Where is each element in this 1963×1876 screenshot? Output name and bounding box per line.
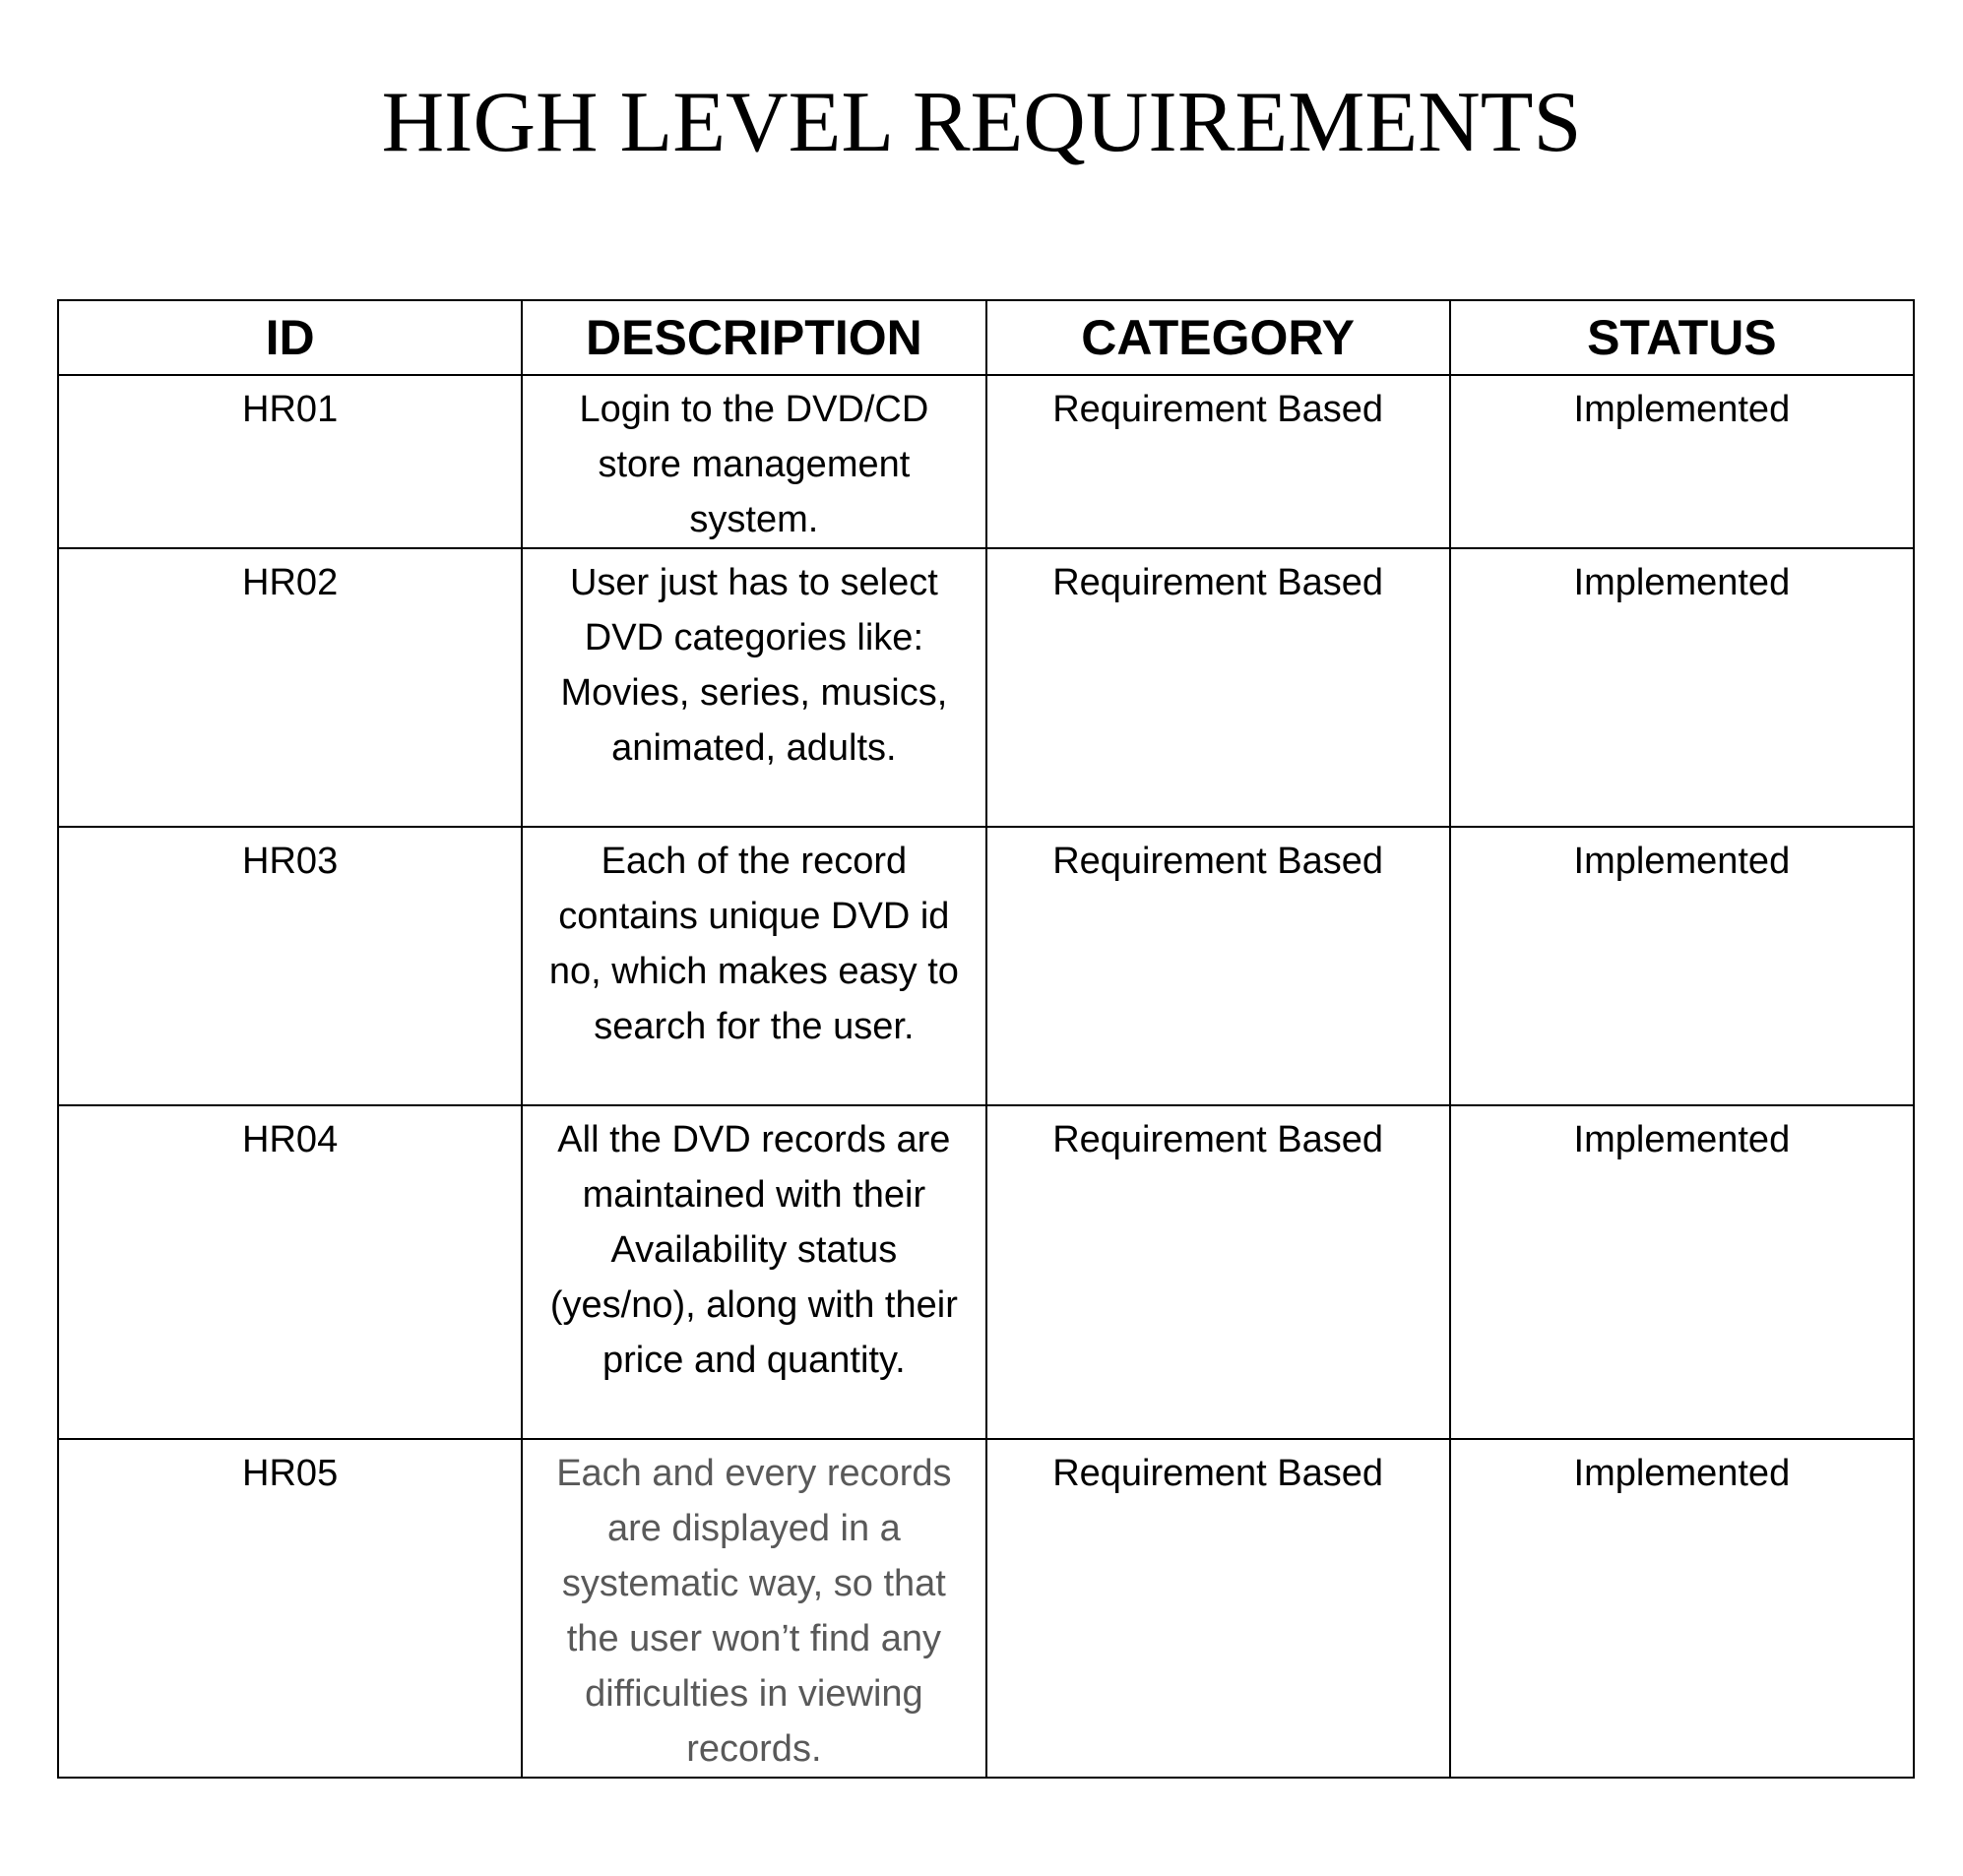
cell-status: Implemented	[1450, 827, 1914, 1105]
table-row	[58, 827, 1914, 1105]
cell-id: HR01	[58, 375, 522, 548]
cell-status: Implemented	[1450, 1439, 1914, 1778]
requirements-table	[57, 299, 1915, 1779]
cell-category: Requirement Based	[986, 375, 1450, 548]
page-title: HIGH LEVEL REQUIREMENTS	[381, 75, 1582, 170]
table-row	[58, 1439, 1914, 1778]
cell-description: User just has to select DVD categories like: Movies, series, musics, animated, adults.	[522, 548, 985, 827]
table-row	[58, 375, 1914, 548]
table-row	[58, 1105, 1914, 1439]
cell-description: Login to the DVD/CD store management system.	[522, 375, 985, 548]
cell-category: Requirement Based	[986, 1105, 1450, 1439]
cell-category: Requirement Based	[986, 827, 1450, 1105]
cell-id: HR03	[58, 827, 522, 1105]
cell-id: HR05	[58, 1439, 522, 1778]
header-id: ID	[58, 300, 522, 375]
header-description: DESCRIPTION	[522, 300, 985, 375]
cell-id: HR02	[58, 548, 522, 827]
cell-status: Implemented	[1450, 375, 1914, 548]
cell-description: All the DVD records are maintained with their Availability status (yes/no), along with their price and quantity.	[522, 1105, 985, 1439]
header-category: CATEGORY	[986, 300, 1450, 375]
cell-description: Each and every records are displayed in a systematic way, so that the user won’t find any difficulties in viewing records.	[522, 1439, 985, 1778]
cell-status: Implemented	[1450, 548, 1914, 827]
table-header-row	[58, 300, 1914, 375]
cell-id: HR04	[58, 1105, 522, 1439]
cell-category: Requirement Based	[986, 548, 1450, 827]
table-row	[58, 548, 1914, 827]
cell-description: Each of the record contains unique DVD id no, which makes easy to search for the user.	[522, 827, 985, 1105]
cell-status: Implemented	[1450, 1105, 1914, 1439]
cell-category: Requirement Based	[986, 1439, 1450, 1778]
header-status: STATUS	[1450, 300, 1914, 375]
